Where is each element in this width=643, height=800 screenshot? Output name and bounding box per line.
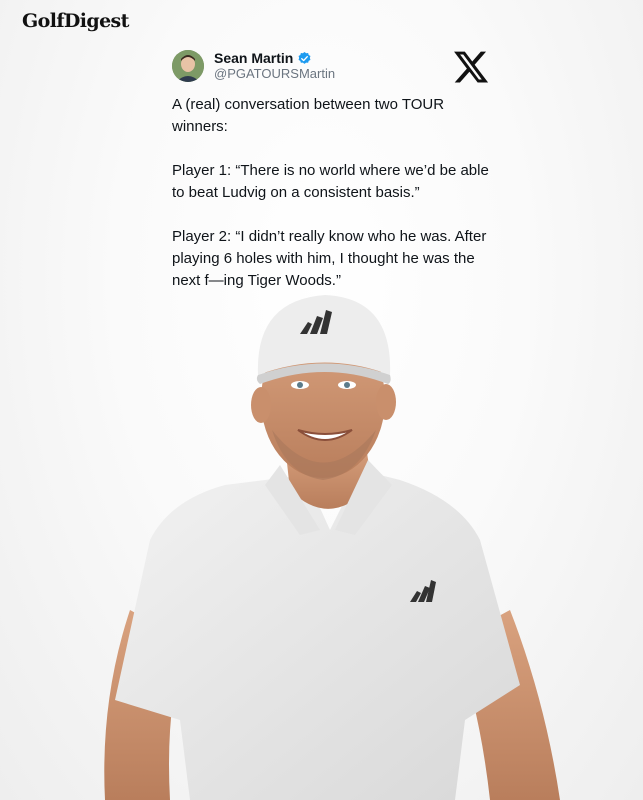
author-display-name[interactable]: Sean Martin — [214, 50, 294, 66]
tweet-paragraph: Player 2: “I didn’t really know who he was. After playing 6 holes with him, I thought he was the next f—ing Tiger Woods.” — [172, 228, 487, 289]
author-names — [214, 50, 335, 82]
tweet-paragraph: A (real) conversation between two TOUR winners: — [172, 96, 445, 135]
tweet-card — [172, 48, 492, 314]
verified-badge-icon — [297, 51, 312, 66]
brand-logo: GolfDigest — [22, 10, 129, 32]
avatar[interactable] — [172, 50, 204, 82]
golfer-photo — [0, 280, 643, 800]
x-logo-icon — [452, 48, 490, 86]
tweet-header — [172, 48, 492, 84]
tweet-paragraph: Player 1: “There is no world where we’d be able to beat Ludvig on a consistent basis.” — [172, 162, 489, 201]
avatar-image — [172, 50, 204, 82]
tweet-body — [172, 94, 492, 292]
author-handle[interactable]: @PGATOURSMartin — [214, 66, 336, 81]
